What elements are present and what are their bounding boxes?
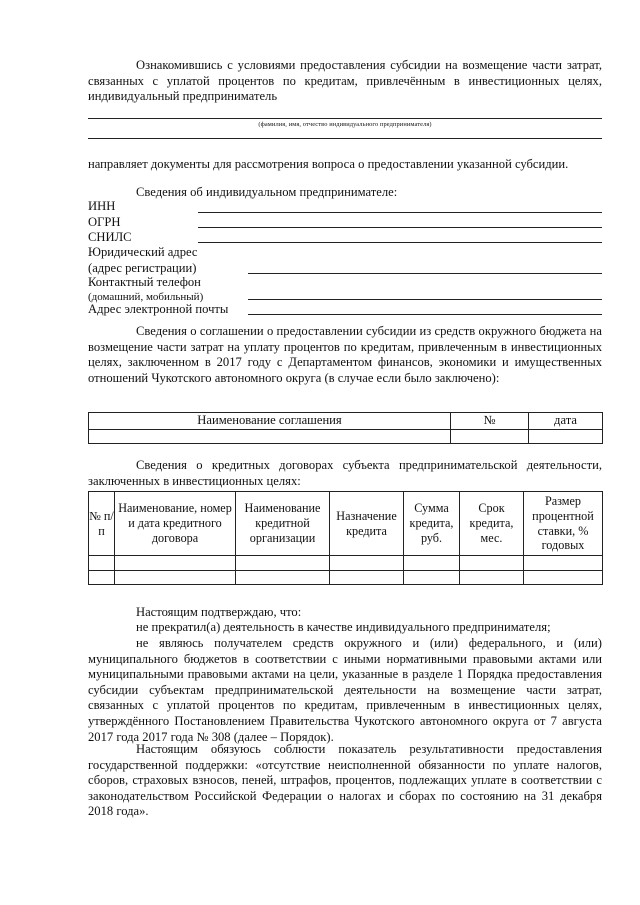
loans-col-contract: Наименование, номер и дата кредитного договора <box>115 492 236 556</box>
legal-address-field[interactable] <box>248 273 602 274</box>
loans-col-amount: Сумма кредита, руб. <box>404 492 460 556</box>
loans-col-rate: Размер процентной ставки, % годовых <box>524 492 603 556</box>
confirm-heading: Настоящим подтверждаю, что: <box>136 605 302 619</box>
snils-label: СНИЛС <box>88 230 132 244</box>
intro-separator-line <box>88 138 602 139</box>
loans-table-row <box>89 556 603 571</box>
agreement-number-cell[interactable] <box>451 429 529 443</box>
loans-cell[interactable] <box>460 571 524 585</box>
loans-cell[interactable] <box>404 556 460 571</box>
entrepreneur-name-line[interactable] <box>88 118 602 119</box>
loans-col-bank: Наименование кредитной организации <box>236 492 330 556</box>
registration-address-label: (адрес регистрации) <box>88 261 197 275</box>
intro-paragraph: Ознакомившись с условиями предоставления субсидии на возмещение части затрат, связанных с уплатой процентов по кредитам, привлечённым в инвестиционных целях, индивидуальный предприниматель <box>88 58 602 104</box>
confirm-item-2: не являюсь получателем средств окружного и (или) федерального, и (или) муниципального бюджетов в соответствии с иными нормативными правовыми актами или муниципальными правовыми актами на цели, указанные в разделе 1 Порядка предоставления субсидии субъектам предпринимательской деятельности на возмещение части затрат, связанных с уплатой процентов по кредитам, привлеченным в инвестиционных целях, утверждённого Постановлением Правительства Чукотского автономного округа от 7 августа 2017 года 2017 года № 308 (далее – Порядок). <box>88 636 602 744</box>
inn-label: ИНН <box>88 199 116 213</box>
email-field[interactable] <box>248 314 602 315</box>
loans-table-header <box>89 492 603 556</box>
phone-label: Контактный телефон <box>88 275 201 289</box>
obligation-paragraph: Настоящим обязуюсь соблюсти показатель результативности предоставления государственной поддержки: «отсутствие неисполненной обязанности по уплате налогов, сборов, страховых взносов, пеней, штрафов, процентов, подлежащих уплате в соответствии с законодательством Российской Федерации о налогах и сборах по состоянию на 31 декабря 2018 года». <box>88 742 602 819</box>
loans-cell[interactable] <box>89 571 115 585</box>
agreement-table-header <box>89 413 603 430</box>
loans-cell[interactable] <box>115 571 236 585</box>
phone-note: (домашний, мобильный) <box>88 291 204 303</box>
agreement-name-header: Наименование соглашения <box>89 413 451 430</box>
email-label: Адрес электронной почты <box>88 302 229 316</box>
ogrn-label: ОГРН <box>88 215 121 229</box>
agreement-date-header: дата <box>529 413 603 430</box>
loans-cell[interactable] <box>236 571 330 585</box>
confirm-item-1: не прекратил(а) деятельность в качестве индивидуального предпринимателя; <box>136 620 551 634</box>
loans-cell[interactable] <box>330 571 404 585</box>
phone-field[interactable] <box>248 299 602 300</box>
legal-address-label: Юридический адрес <box>88 245 198 259</box>
loans-paragraph: Сведения о кредитных договорах субъекта предпринимательской деятельности, заключенных в инвестиционных целях: <box>88 458 602 488</box>
agreement-table-row <box>89 429 603 443</box>
loans-col-purpose: Назначение кредита <box>330 492 404 556</box>
loans-cell[interactable] <box>89 556 115 571</box>
entrepreneur-heading: Сведения об индивидуальном предпринимателе: <box>136 185 398 199</box>
entrepreneur-name-caption: (фамилия, имя, отчество индивидуального предпринимателя) <box>258 121 432 128</box>
ogrn-field[interactable] <box>198 227 602 228</box>
snils-field[interactable] <box>198 242 602 243</box>
agreement-table <box>88 412 603 444</box>
agreement-number-header: № <box>451 413 529 430</box>
loans-cell[interactable] <box>330 556 404 571</box>
loans-cell[interactable] <box>460 556 524 571</box>
loans-col-term: Срок кредита, мес. <box>460 492 524 556</box>
loans-cell[interactable] <box>404 571 460 585</box>
loans-col-number: № п/п <box>89 492 115 556</box>
loans-cell[interactable] <box>236 556 330 571</box>
agreement-name-cell[interactable] <box>89 429 451 443</box>
loans-cell[interactable] <box>115 556 236 571</box>
agreement-date-cell[interactable] <box>529 429 603 443</box>
loans-table <box>88 491 603 585</box>
agreement-paragraph: Сведения о соглашении о предоставлении субсидии из средств окружного бюджета на возмещение части затрат на уплату процентов по кредитам, привлеченным в инвестиционных целях, заключенном в 2017 году с Департаментом финансов, экономики и имущественных отношений Чукотского автономного округа (в случае если было заключено): <box>88 324 602 385</box>
loans-cell[interactable] <box>524 556 603 571</box>
inn-field[interactable] <box>198 212 602 213</box>
loans-table-row <box>89 571 603 585</box>
submits-documents-text: направляет документы для рассмотрения вопроса о предоставлении указанной субсидии. <box>88 157 569 171</box>
loans-cell[interactable] <box>524 571 603 585</box>
